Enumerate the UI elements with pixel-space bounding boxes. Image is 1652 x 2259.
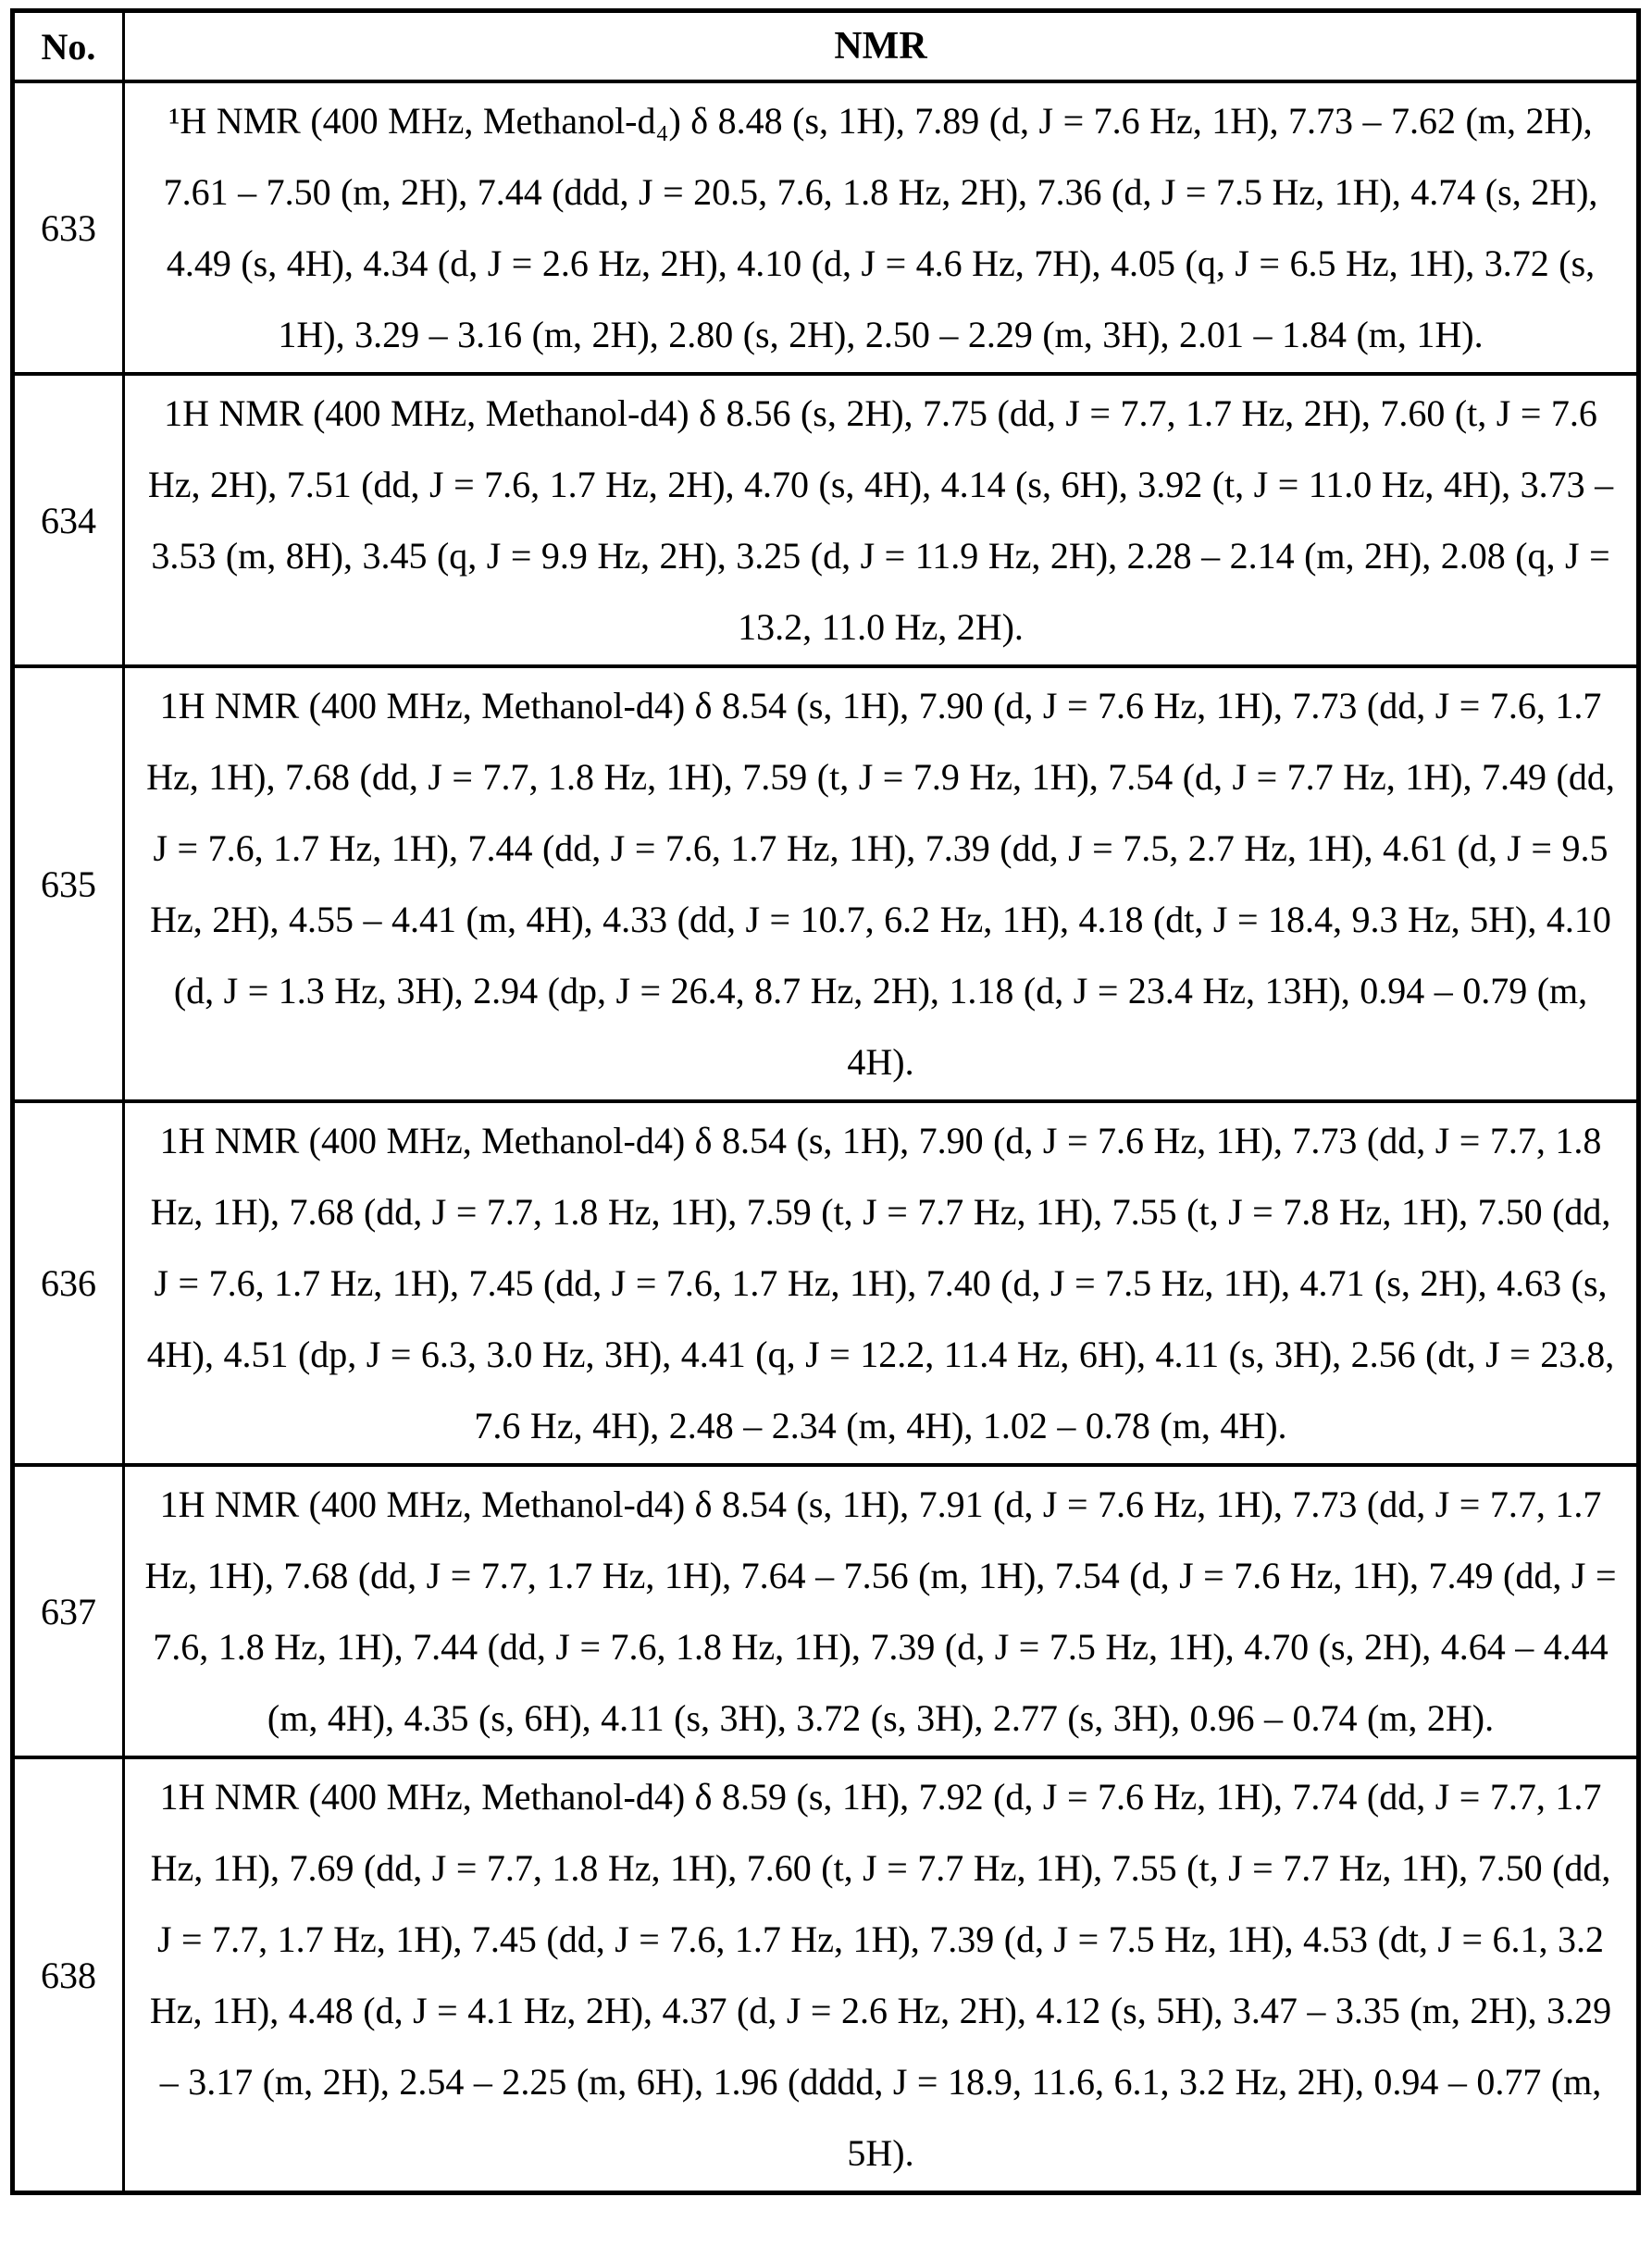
table-row xyxy=(13,666,1639,1101)
compound-number: 635 xyxy=(13,666,124,1101)
compound-number: 636 xyxy=(13,1101,124,1465)
nmr-spectrum-text: 1H NMR (400 MHz, Methanol-d4) δ 8.54 (s, 1H), 7.90 (d, J = 7.6 Hz, 1H), 7.73 (dd, J = 7.7, 1.8 Hz, 1H), 7.68 (dd, J = 7.7, 1.8 Hz, 1H), 7.59 (t, J = 7.7 Hz, 1H), 7.55 (t, J = 7.8 Hz, 1H), 7.50 (dd, J = 7.6, 1.7 Hz, 1H), 7.45 (dd, J = 7.6, 1.7 Hz, 1H), 7.40 (d, J = 7.5 Hz, 1H), 4.71 (s, 2H), 4.63 (s, 4H), 4.51 (dp, J = 6.3, 3.0 Hz, 3H), 4.41 (q, J = 12.2, 11.4 Hz, 6H), 4.11 (s, 3H), 2.56 (dt, J = 23.8, 7.6 Hz, 4H), 2.48 – 2.34 (m, 4H), 1.02 – 0.78 (m, 4H). xyxy=(124,1101,1639,1465)
nmr-spectrum-text: 1H NMR (400 MHz, Methanol-d4) δ 8.56 (s, 2H), 7.75 (dd, J = 7.7, 1.7 Hz, 2H), 7.60 (t, J = 7.6 Hz, 2H), 7.51 (dd, J = 7.6, 1.7 Hz, 2H), 4.70 (s, 4H), 4.14 (s, 6H), 3.92 (t, J = 11.0 Hz, 4H), 3.73 – 3.53 (m, 8H), 3.45 (q, J = 9.9 Hz, 2H), 3.25 (d, J = 11.9 Hz, 2H), 2.28 – 2.14 (m, 2H), 2.08 (q, J = 13.2, 11.0 Hz, 2H). xyxy=(124,374,1639,666)
table-row xyxy=(13,1757,1639,2193)
nmr-spectrum-text: 1H NMR (400 MHz, Methanol-d4) δ 8.54 (s, 1H), 7.90 (d, J = 7.6 Hz, 1H), 7.73 (dd, J = 7.6, 1.7 Hz, 1H), 7.68 (dd, J = 7.7, 1.8 Hz, 1H), 7.59 (t, J = 7.9 Hz, 1H), 7.54 (d, J = 7.7 Hz, 1H), 7.49 (dd, J = 7.6, 1.7 Hz, 1H), 7.44 (dd, J = 7.6, 1.7 Hz, 1H), 7.39 (dd, J = 7.5, 2.7 Hz, 1H), 4.61 (d, J = 9.5 Hz, 2H), 4.55 – 4.41 (m, 4H), 4.33 (dd, J = 10.7, 6.2 Hz, 1H), 4.18 (dt, J = 18.4, 9.3 Hz, 5H), 4.10 (d, J = 1.3 Hz, 3H), 2.94 (dp, J = 26.4, 8.7 Hz, 2H), 1.18 (d, J = 23.4 Hz, 13H), 0.94 – 0.79 (m, 4H). xyxy=(124,666,1639,1101)
compound-number: 638 xyxy=(13,1757,124,2193)
compound-number: 633 xyxy=(13,81,124,374)
nmr-spectrum-text: 1H NMR (400 MHz, Methanol-d4) δ 8.59 (s, 1H), 7.92 (d, J = 7.6 Hz, 1H), 7.74 (dd, J = 7.7, 1.7 Hz, 1H), 7.69 (dd, J = 7.7, 1.8 Hz, 1H), 7.60 (t, J = 7.7 Hz, 1H), 7.55 (t, J = 7.7 Hz, 1H), 7.50 (dd, J = 7.7, 1.7 Hz, 1H), 7.45 (dd, J = 7.6, 1.7 Hz, 1H), 7.39 (d, J = 7.5 Hz, 1H), 4.53 (dt, J = 6.1, 3.2 Hz, 1H), 4.48 (d, J = 4.1 Hz, 2H), 4.37 (d, J = 2.6 Hz, 2H), 4.12 (s, 5H), 3.47 – 3.35 (m, 2H), 3.29 – 3.17 (m, 2H), 2.54 – 2.25 (m, 6H), 1.96 (dddd, J = 18.9, 11.6, 6.1, 3.2 Hz, 2H), 0.94 – 0.77 (m, 5H). xyxy=(124,1757,1639,2193)
header-row xyxy=(13,11,1639,82)
table-row xyxy=(13,1465,1639,1757)
nmr-spectrum-text: 1H NMR (400 MHz, Methanol-d4) δ 8.54 (s, 1H), 7.91 (d, J = 7.6 Hz, 1H), 7.73 (dd, J = 7.7, 1.7 Hz, 1H), 7.68 (dd, J = 7.7, 1.7 Hz, 1H), 7.64 – 7.56 (m, 1H), 7.54 (d, J = 7.6 Hz, 1H), 7.49 (dd, J = 7.6, 1.8 Hz, 1H), 7.44 (dd, J = 7.6, 1.8 Hz, 1H), 7.39 (d, J = 7.5 Hz, 1H), 4.70 (s, 2H), 4.64 – 4.44 (m, 4H), 4.35 (s, 6H), 4.11 (s, 3H), 3.72 (s, 3H), 2.77 (s, 3H), 0.96 – 0.74 (m, 2H). xyxy=(124,1465,1639,1757)
table-row xyxy=(13,374,1639,666)
table-row xyxy=(13,81,1639,374)
nmr-data-table xyxy=(10,8,1641,2195)
column-header-nmr: NMR xyxy=(124,11,1639,82)
column-header-no: No. xyxy=(13,11,124,82)
table-row xyxy=(13,1101,1639,1465)
nmr-spectrum-text: ¹H NMR (400 MHz, Methanol-d₄) δ 8.48 (s, 1H), 7.89 (d, J = 7.6 Hz, 1H), 7.73 – 7.62 (m, 2H), 7.61 – 7.50 (m, 2H), 7.44 (ddd, J = 20.5, 7.6, 1.8 Hz, 2H), 7.36 (d, J = 7.5 Hz, 1H), 4.74 (s, 2H), 4.49 (s, 4H), 4.34 (d, J = 2.6 Hz, 2H), 4.10 (d, J = 4.6 Hz, 7H), 4.05 (q, J = 6.5 Hz, 1H), 3.72 (s, 1H), 3.29 – 3.16 (m, 2H), 2.80 (s, 2H), 2.50 – 2.29 (m, 3H), 2.01 – 1.84 (m, 1H). xyxy=(124,81,1639,374)
compound-number: 634 xyxy=(13,374,124,666)
compound-number: 637 xyxy=(13,1465,124,1757)
